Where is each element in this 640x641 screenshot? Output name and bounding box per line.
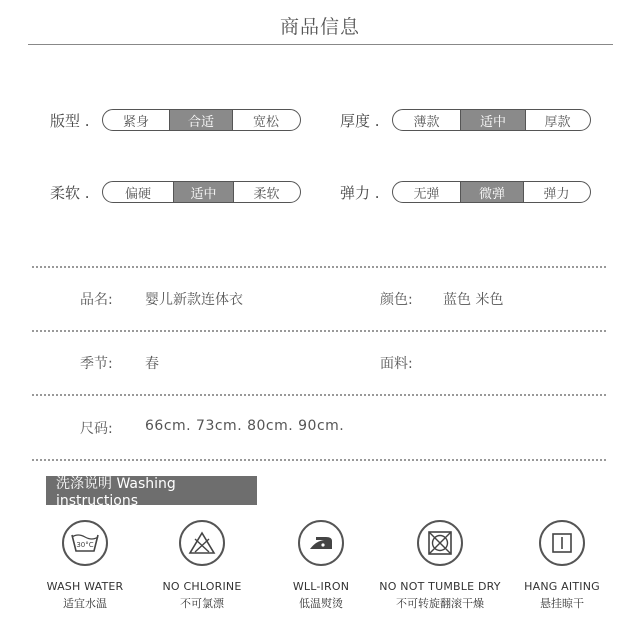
size-label: 尺码: <box>80 421 113 437</box>
wash-item-no-chlorine <box>137 520 267 611</box>
option-medium[interactable]: 适中 <box>460 110 525 130</box>
fabric-label: 面料: <box>380 356 413 372</box>
color-value: 蓝色 米色 <box>443 292 504 308</box>
wash-label-cn: 适宜水温 <box>63 597 107 610</box>
wash-label-en: NO NOT TUMBLE DRY <box>379 580 501 593</box>
size-value: 66cm. 73cm. 80cm. 90cm. <box>145 418 345 434</box>
wash-label-en: HANG AITING <box>524 580 600 593</box>
option-slight-stretch[interactable]: 微弹 <box>460 182 523 202</box>
divider <box>32 459 606 461</box>
option-stretch[interactable]: 弹力 <box>523 182 589 202</box>
option-hard[interactable]: 偏硬 <box>124 186 151 202</box>
attr-label: 弹力 . <box>340 183 380 202</box>
name-label: 品名: <box>80 292 113 308</box>
wash-item-hang-dry <box>497 520 627 611</box>
wash-30-icon <box>62 520 108 566</box>
wash-label-en: WASH WATER <box>46 580 124 593</box>
no-tumble-dry-icon <box>417 520 463 566</box>
divider <box>32 394 606 396</box>
option-thin[interactable]: 薄款 <box>413 114 440 130</box>
wash-label-en: NO CHLORINE <box>162 580 242 593</box>
thickness-selector <box>392 109 591 131</box>
attr-thickness <box>340 109 591 131</box>
option-no-stretch[interactable]: 无弹 <box>413 186 440 202</box>
attr-elasticity <box>340 181 591 203</box>
divider <box>32 266 606 268</box>
divider <box>32 330 606 332</box>
attr-label: 厚度 . <box>340 111 380 130</box>
name-value: 婴儿新款连体衣 <box>145 292 243 308</box>
option-tight[interactable]: 紧身 <box>122 114 149 130</box>
attr-fit <box>50 109 301 131</box>
season-label: 季节: <box>80 356 113 372</box>
wash-temp-label: 30°C <box>76 541 94 549</box>
iron-low-icon <box>298 520 344 566</box>
season-value: 春 <box>145 356 159 372</box>
wash-item-water <box>20 520 150 611</box>
attr-softness <box>50 181 301 203</box>
option-medium[interactable]: 适中 <box>173 182 233 202</box>
fit-selector <box>102 109 301 131</box>
wash-label-en: WLL-IRON <box>292 580 350 593</box>
elasticity-selector <box>392 181 591 203</box>
hang-dry-icon <box>539 520 585 566</box>
option-regular[interactable]: 合适 <box>169 110 232 130</box>
wash-instructions-banner: 洗涤说明 Washing instructions <box>46 476 257 505</box>
title-divider <box>28 44 613 45</box>
softness-selector <box>102 181 301 203</box>
attr-label: 版型 . <box>50 111 90 130</box>
page-title: 商品信息 <box>279 16 360 38</box>
attr-label: 柔软 . <box>50 183 90 202</box>
option-soft[interactable]: 柔软 <box>233 182 299 202</box>
color-label: 颜色: <box>380 292 413 308</box>
no-bleach-icon <box>179 520 225 566</box>
wash-label-cn: 悬挂晾干 <box>540 597 584 610</box>
option-loose[interactable]: 宽松 <box>232 110 299 130</box>
wash-item-iron <box>256 520 386 611</box>
wash-item-no-tumble-dry <box>375 520 505 611</box>
wash-label-cn: 不可转旋翻滚干燥 <box>396 597 484 610</box>
wash-label-cn: 低温熨烫 <box>299 597 343 610</box>
option-thick[interactable]: 厚款 <box>525 110 589 130</box>
wash-label-cn: 不可氯漂 <box>180 597 224 610</box>
